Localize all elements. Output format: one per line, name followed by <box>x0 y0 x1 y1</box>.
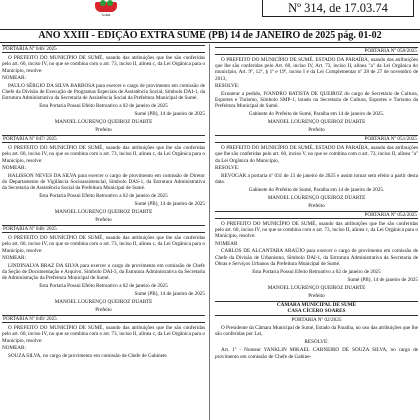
portaria-signer: MANOEL LOURENÇO QUEIROZ DUARTE <box>54 209 153 216</box>
portaria-date: Gabinete do Prefeito de Sumé, Paraíba em 14 de janeiro de 2025. <box>248 186 385 193</box>
portaria-title: PORTARIA Nº 047/ 2025 <box>2 135 205 143</box>
portaria-body: LINDINALVA BRAZ DA SILVA para exercer o cargo de provimento em comissão de Chefe da Seção de Documentação e Arquivo, Símbolo DAI-3, da Estrutura Administrativa da Secretaria de Administração da Prefeitura Municipal de Sumé. <box>2 262 205 282</box>
portaria-preamble: O Presidente da Câmara Municipal de Sumé, Estado da Paraíba, no uso das atribuições que lhe são conferidas por Lei, <box>215 325 418 338</box>
municipal-crest-icon <box>91 0 121 18</box>
portaria-title: PORTARIA Nº 048/ 2025 <box>2 225 205 233</box>
portaria-role: Prefeito <box>95 217 112 224</box>
portaria-052 <box>215 211 418 299</box>
portaria-body: Exonerar a pedido, IVANDRO BATISTA DE QUEIROZ do cargo de Secretário de Cultura, Esportes e Turismo, Símbolo SMP-1, lotado na Secretaria de Cultura, Esportes e Turismo da Prefeitura Municipal de Sumé. <box>215 90 418 110</box>
left-column <box>2 44 205 420</box>
portaria-body: CARLOS DE ALCANTARA ARAÚJO para exercer o cargo de provimento em comissão de Chefe da Divisão de Urbanismo, Símbolo DAI-1, da Estrutura Administrativa da Secretaria de Obras e Serviços Urbanos da Prefeitura Municipal de Sumé. <box>215 248 418 268</box>
portaria-049 <box>2 315 205 359</box>
portaria-action: NOMEAR: <box>2 345 26 352</box>
portaria-preamble: O PREFEITO DO MUNICÍPIO DE SUMÉ, ESTADO DA PARAÍBA, usando das atribuições que lhe são conferidas pelo art. 60, inciso V, no que se combina com o art. 73, inciso II, alínea "a" da Lei Orgânica do Município, <box>215 144 418 164</box>
portaria-action: NOMEAR: <box>2 165 26 172</box>
portaria-role: Prefeito <box>308 127 325 134</box>
portaria-role: Prefeito <box>95 307 112 313</box>
portaria-role: Prefeito <box>95 127 112 134</box>
portaria-preamble: O PREFEITO DO MUNICÍPIO DE SUMÉ, ESTADO DA PARAÍBA, usando das atribuições que lhe são conferidas pelo Art. 60, inciso IV, Art. 73, inciso II, alínea "a" da Lei Orgânica do município, Art. 9º, 12º, § 1º e 19º, inciso I e da Lei Complementar nº 28 de 27 de novembro de 2013, <box>215 56 418 82</box>
portaria-preamble: O PREFEITO DO MUNICÍPIO DE SUMÉ, usando das atribuições que lhe são conferidas pelo art. 60, inciso IV, no que se combina com o art. 73, inciso II, alínea c, da Lei Orgânica para o Município, resolve: <box>215 220 418 240</box>
camara-house: CASA CÍCERO SOARES <box>287 308 346 315</box>
right-column <box>215 46 418 420</box>
portaria-preamble: O PREFEITO DO MUNICÍPIO DE SUMÉ, usando das atribuições que lhe são conferidas pelo art. 60, inciso IV, no que se combina com o art. 73, inciso II, alínea c, da Lei Orgânica para o Município, resolve: <box>2 144 205 164</box>
portaria-preamble: O PREFEITO DO MUNICÍPIO DE SUMÉ, usando das atribuições que lhe são conferidas pelo art. 60, inciso IV, no que se combina com o art. 73, inciso II, alínea c, da Lei Orgânica para o Município, resolve: <box>2 324 205 344</box>
header <box>0 0 420 22</box>
portaria-body: HALISSON NEVES DA SILVA para exercer o cargo de provimento em comissão de Diretor do Departamento de Vigilância Socioassistencial, Símbolo DAS-1, da Estrutura Administrativa da Secretaria de Assistência Social da Prefeitura Municipal de Sumé. <box>2 172 205 192</box>
portaria-action: RESOLVE: <box>215 165 240 172</box>
portaria-title: PORTARIA Nº 051/2025 <box>215 135 418 143</box>
portaria-048 <box>2 225 205 313</box>
portaria-050 <box>215 47 418 134</box>
issue-number: Nº 314, de 17.03.74 <box>262 0 414 17</box>
portaria-retro: Esta Portaria Possui Efeito Retroativo a 02 de janeiro de 2025 <box>39 193 168 200</box>
column-divider <box>209 44 210 420</box>
portaria-retro: Esta Portaria Possui Efeito Retroativo a 02 de janeiro de 2025 <box>39 283 168 290</box>
camara-portaria-02 <box>215 301 418 360</box>
portaria-action: NOMEAR: <box>2 255 26 262</box>
portaria-date: Sumé (PB), 14 de janeiro de 2025 <box>134 111 205 118</box>
portaria-date: Sumé (PB), 14 de janeiro de 2025 <box>347 276 418 283</box>
portaria-date: Gabinete do Prefeito de Sumé, Paraíba em 14 de janeiro de 2025. <box>248 111 385 118</box>
portaria-action: NOMEAR: <box>2 75 26 82</box>
portaria-title: PORTARIA Nº 02/2025 <box>291 317 342 324</box>
portaria-signer: MANOEL LOURENÇO QUEIROZ DUARTE <box>267 194 366 201</box>
portaria-signer: MANOEL LOURENÇO QUEIROZ DUARTE <box>267 119 366 126</box>
portaria-action: RESOLVE: <box>304 339 329 346</box>
crest-caption: SUMÉ <box>101 13 111 17</box>
portaria-signer: MANOEL LOURENÇO QUEIROZ DUARTE <box>54 119 153 126</box>
portaria-title: PORTARIA Nº 046/ 2025 <box>2 45 205 53</box>
camara-header <box>215 301 418 316</box>
portaria-date: Sumé (PB), 14 de janeiro de 2025 <box>134 291 205 298</box>
masthead: ANO XXIII - EDIÇÃO EXTRA SUMÉ (PB) 14 de JANEIRO de 2025 pág. 01-02 <box>0 29 420 43</box>
portaria-role: Prefeito <box>308 202 325 209</box>
portaria-title: PORTARIA Nº 052/2025 <box>215 211 418 219</box>
portaria-signer: MANOEL LOURENÇO QUEIROZ DUARTE <box>267 284 366 291</box>
portaria-date: Sumé (PB), 14 de janeiro de 2025 <box>134 201 205 208</box>
portaria-body: Art. 1º - Nomear YANKLIN MIKAEL CARNEIRO DE SOUZA SILVA, no cargo de provimento em comissão de Chefe de Gabine- <box>215 347 418 360</box>
camara-name: CÂMARA MUNICIPAL DE SUMÉ <box>276 301 357 308</box>
portaria-role: Prefeito <box>308 292 325 299</box>
portaria-body: REVOGAR a portaria nº 031 de 13 de janeiro de 2025 e assim tornar sem efeito a partir desta data. <box>215 172 418 185</box>
portaria-action: RESOLVE: <box>215 83 240 90</box>
portaria-signer: MANOEL LOURENÇO QUEIROZ DUARTE <box>54 299 153 306</box>
portaria-047 <box>2 135 205 223</box>
portaria-preamble: O PREFEITO DO MUNICÍPIO DE SUMÉ, usando das atribuições que lhe são conferidas pelo art. 60, inciso IV, no que se combina com o art. 73, inciso II, alínea c, da Lei Orgânica para o Município, resolve: <box>2 234 205 254</box>
portaria-preamble: O PREFEITO DO MUNICÍPIO DE SUMÉ, usando das atribuições que lhe são conferidas pelo art. 60, inciso IV, no que se combina com o art. 73, inciso II, alínea c, da Lei Orgânica para o Município, resolve: <box>2 55 205 74</box>
portaria-title: PORTARIA Nº 050/2025 <box>215 47 418 55</box>
portaria-body: PAULO SÉRGIO DA SILVA BARBOSA para exercer o cargo de provimento em comissão de Chefe da Divisão de Execução de Programas Especiais de Assistência Social, Símbolo DAI-1, da Estrutura Administrativa da Secretaria de Assistência Social da Prefeitura Municipal de Sumé. <box>2 82 205 102</box>
portaria-title: PORTARIA Nº 049/ 2025 <box>2 315 205 323</box>
portaria-retro: Esta Portaria Possui Efeito Retroativo a 02 de janeiro de 2025 <box>39 103 168 110</box>
portaria-action: NOMEAR <box>215 240 238 247</box>
portaria-051 <box>215 135 418 209</box>
portaria-body: SOUZA SILVA, no cargo de provimento em comissão de Chefe de Gabinete <box>8 352 167 359</box>
portaria-046 <box>2 45 205 133</box>
portaria-retro: Esta Portaria Possui Efeito Retroativo a 02 de janeiro de 2025 <box>252 268 381 275</box>
